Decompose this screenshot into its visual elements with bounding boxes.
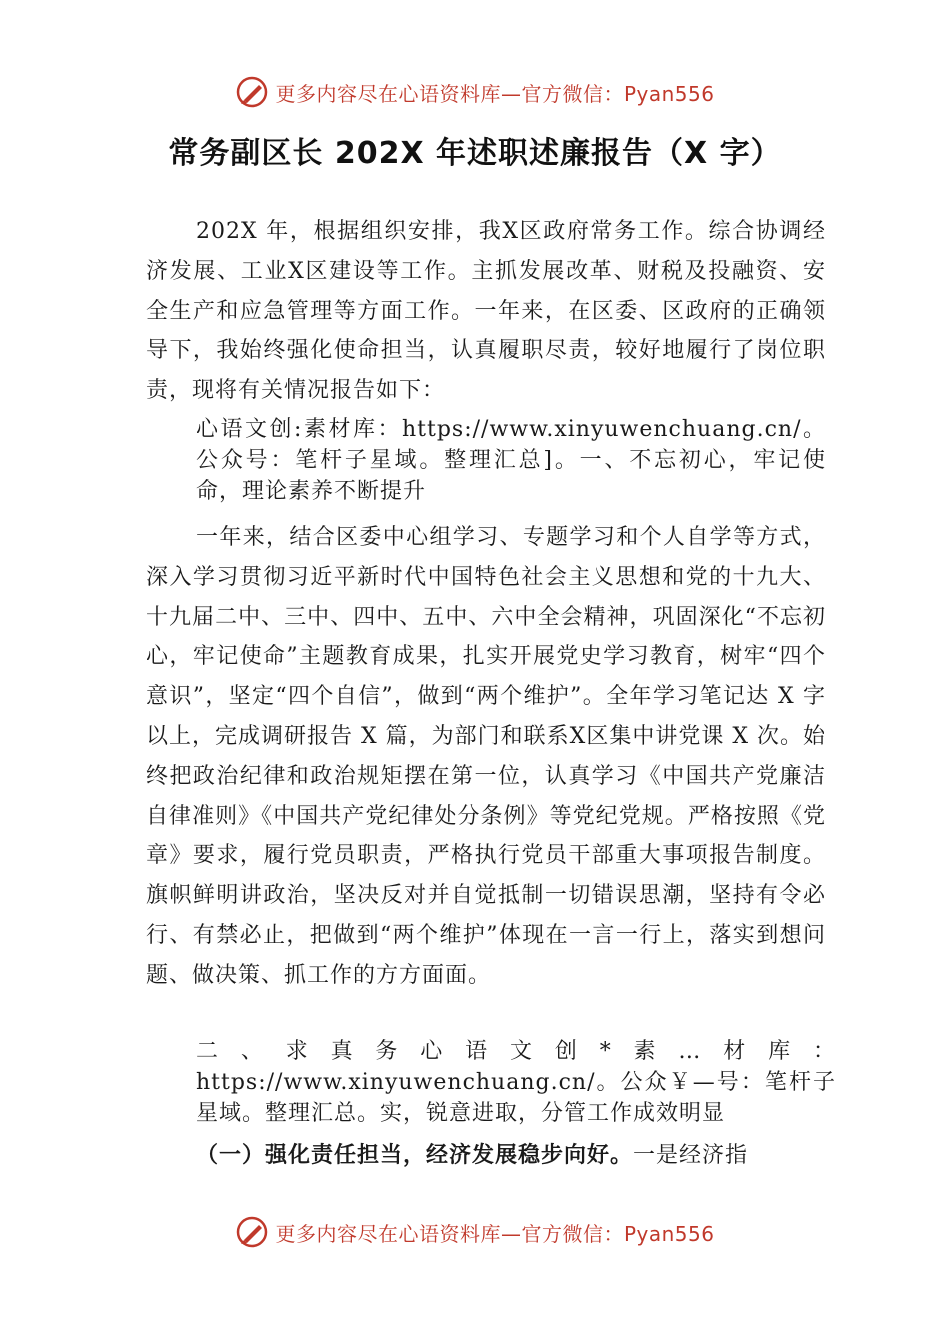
subsection1-text: 一是经济指: [633, 1143, 749, 1168]
watermark-banner-top: [0, 72, 950, 112]
pen-circle-logo-icon: [235, 1215, 269, 1249]
watermark-text: 更多内容尽在心语资料库—官方微信：Pyan556: [275, 1221, 715, 1246]
section2-heading: 二、求真务心语文创*素…材库：https://www.xinyuwenchuang.cn/。公众￥—号：笔杆子星域。整理汇总。实，锐意进取，分管工作成效明显: [196, 1039, 836, 1126]
pen-circle-logo-icon: [235, 75, 269, 109]
watermark-banner-bottom: [0, 1212, 950, 1252]
intro-paragraph: 202X 年，根据组织安排，我X区政府常务工作。综合协调经济发展、工业X区建设等工作。主抓发展改革、财税及投融资、安全生产和应急管理等方面工作。一年来，在区委、区政府的正确领导下，我始终强化使命担当，认真履职尽责，较好地履行了岗位职责，现将有关情况报告如下：: [146, 219, 826, 404]
document-title: 常务副区长 202X 年述职述廉报告（X 字）: [168, 136, 782, 171]
watermark-text: 更多内容尽在心语资料库—官方微信：Pyan556: [275, 81, 715, 106]
section1-heading: 心语文创:素材库：https://www.xinyuwenchuang.cn/。公众号：笔杆子星域。整理汇总]。一、不忘初心，牢记使命，理论素养不断提升: [196, 417, 826, 504]
subsection1-bold-lead: （一）强化责任担当，经济发展稳步向好。: [196, 1142, 634, 1168]
subsection1-paragraph: [146, 1136, 826, 1176]
section1-body: 一年来，结合区委中心组学习、专题学习和个人自学等方式，深入学习贯彻习近平新时代中国特色社会主义思想和党的十九大、十九届二中、三中、四中、五中、六中全会精神，巩固深化“不忘初心，牢记使命”主题教育成果，扎实开展党史学习教育，树牢“四个意识”，坚定“四个自信”，做到“两个维护”。全年学习笔记达 X 字以上，完成调研报告 X 篇，为部门和联系X区集中讲党课 X 次。始终把政治纪律和政治规矩摆在第一位，认真学习《中国共产党廉洁自律准则》《中国共产党纪律处分条例》等党纪党规。严格按照《党章》要求，履行党员职责，严格执行党员干部重大事项报告制度。旗帜鲜明讲政治，坚决反对并自觉抵制一切错误思潮，坚持有令必行、有禁必止，把做到“两个维护”体现在一言一行上，落实到想问题、做决策、抓工作的方方面面。: [146, 525, 826, 988]
